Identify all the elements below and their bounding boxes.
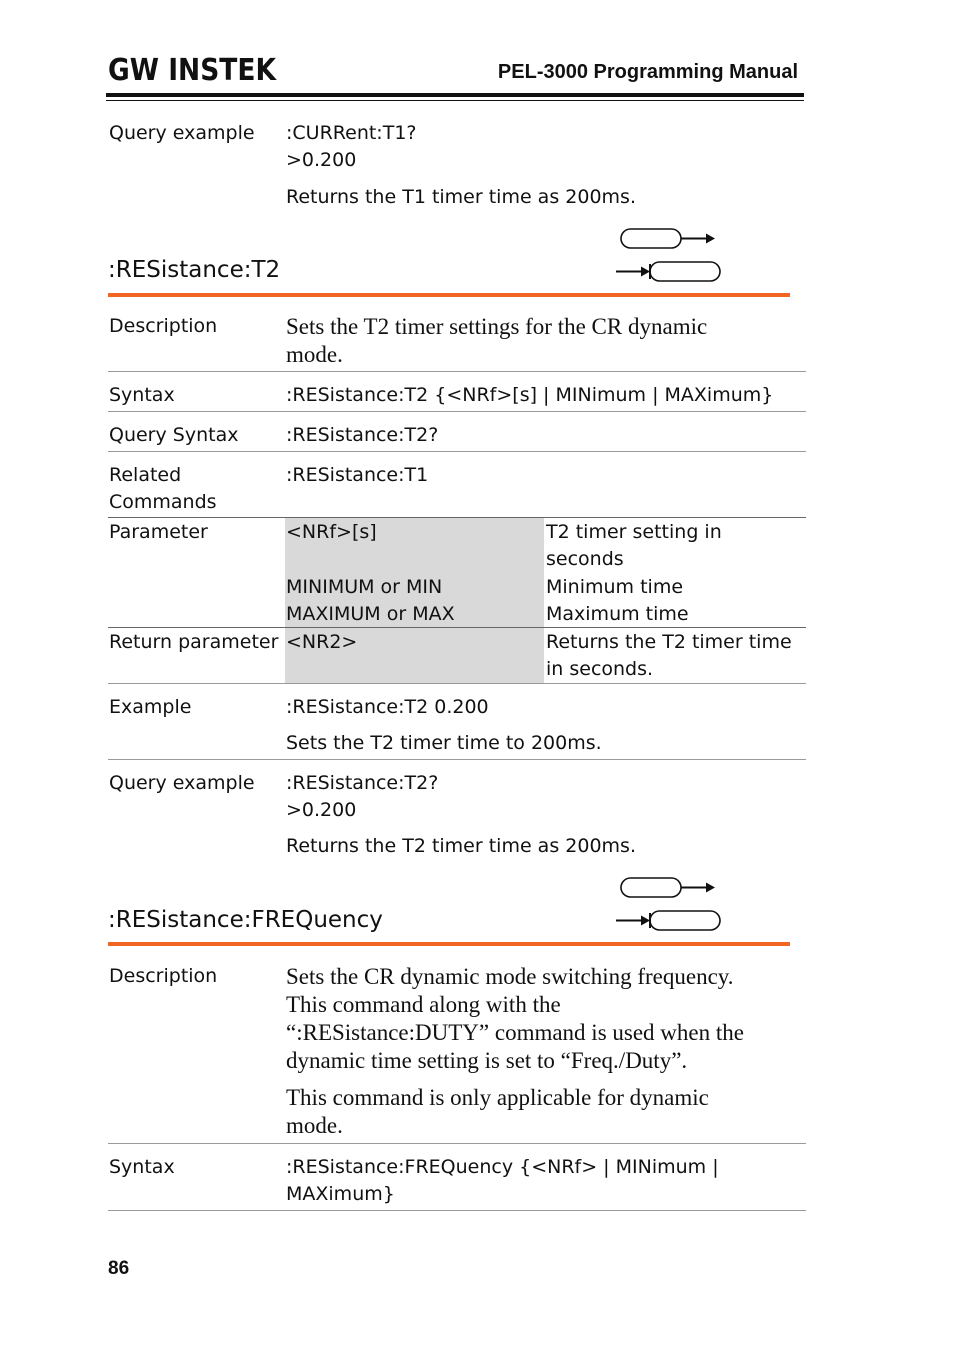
description-text: Sets the CR dynamic mode switching frequency.: [286, 964, 734, 989]
return-label: Return parameter: [109, 631, 279, 653]
divider: [108, 627, 806, 628]
divider: [108, 371, 806, 372]
header-rule-thin: [106, 100, 804, 101]
manual-title: PEL-3000 Programming Manual: [497, 61, 798, 83]
parameter-label: Parameter: [109, 521, 208, 543]
logo-text: GW INSTEK: [108, 53, 278, 88]
description-text: mode.: [286, 1113, 343, 1138]
divider: [108, 759, 806, 760]
return-desc: Returns the T2 timer time: [546, 631, 792, 653]
syntax-text: :RESistance:T2 {<NRf>[s] | MINimum | MAXimum}: [286, 384, 774, 406]
parameter-name: MINIMUM or MIN: [286, 576, 443, 598]
related-label: Commands: [109, 491, 217, 513]
example-note: Sets the T2 timer time to 200ms.: [286, 732, 602, 754]
description-label: Description: [109, 965, 218, 987]
query-icon: [616, 262, 720, 281]
query-example-line: >0.200: [286, 149, 357, 171]
parameter-name: MAXIMUM or MAX: [286, 603, 455, 625]
set-icon: [621, 229, 715, 248]
divider: [108, 411, 806, 412]
syntax-label: Syntax: [109, 1156, 175, 1178]
query-example-label: Query example: [109, 772, 255, 794]
section-rule: [108, 942, 790, 946]
query-example-line: :RESistance:T2?: [286, 772, 439, 794]
set-query-icons: [614, 226, 724, 286]
parameter-name: <NRf>[s]: [286, 521, 377, 543]
parameter-desc: Minimum time: [546, 576, 684, 598]
example-text: :RESistance:T2 0.200: [286, 696, 489, 718]
set-icon: [621, 878, 715, 897]
page-number: 86: [108, 1258, 130, 1279]
example-label: Example: [109, 696, 192, 718]
section-title-t2: :RESistance:T2: [108, 257, 281, 283]
related-label: Related: [109, 464, 182, 486]
query-example-label: Query example: [109, 122, 255, 144]
section-title-frequency: :RESistance:FREQuency: [108, 907, 383, 933]
description-text: This command is only applicable for dynamic: [286, 1085, 709, 1110]
divider: [108, 683, 806, 684]
query-syntax-text: :RESistance:T2?: [286, 424, 439, 446]
parameter-desc: T2 timer setting in: [546, 521, 722, 543]
parameter-desc: Maximum time: [546, 603, 689, 625]
section-rule: [108, 293, 790, 297]
syntax-text: MAXimum}: [286, 1183, 395, 1205]
query-icon: [616, 911, 720, 930]
description-text: mode.: [286, 342, 343, 367]
divider: [108, 451, 806, 452]
related-command: :RESistance:T1: [286, 464, 429, 486]
return-name: <NR2>: [286, 631, 358, 653]
description-label: Description: [109, 315, 218, 337]
gw-instek-logo: [108, 52, 278, 86]
query-example-note: Returns the T1 timer time as 200ms.: [286, 186, 636, 208]
description-text: Sets the T2 timer settings for the CR dynamic: [286, 314, 708, 339]
syntax-text: :RESistance:FREQuency {<NRf> | MINimum |: [286, 1156, 719, 1178]
header-rule: [106, 93, 804, 97]
description-text: dynamic time setting is set to “Freq./Duty”.: [286, 1048, 688, 1073]
query-syntax-label: Query Syntax: [109, 424, 239, 446]
query-example-line: :CURRent:T1?: [286, 122, 417, 144]
description-text: This command along with the: [286, 992, 561, 1017]
description-text: “:RESistance:DUTY” command is used when the: [286, 1020, 744, 1045]
return-desc: in seconds.: [546, 658, 654, 680]
parameter-desc: seconds: [546, 548, 624, 570]
divider: [108, 1210, 806, 1211]
divider: [108, 1143, 806, 1144]
set-query-icons: [614, 875, 724, 935]
query-example-note: Returns the T2 timer time as 200ms.: [286, 835, 636, 857]
syntax-label: Syntax: [109, 384, 175, 406]
query-example-line: >0.200: [286, 799, 357, 821]
